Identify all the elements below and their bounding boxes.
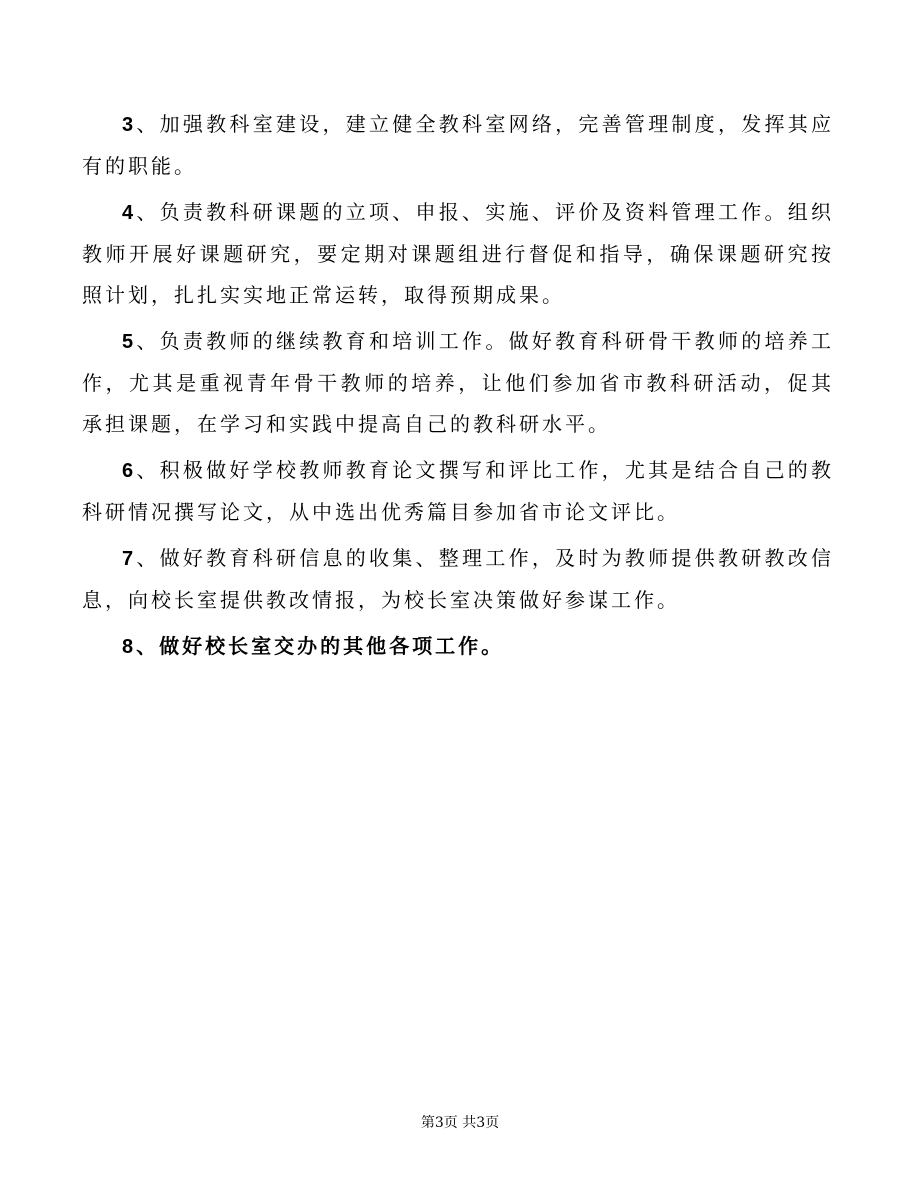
item-number: 6: [122, 460, 137, 482]
list-item-3: [82, 104, 834, 187]
item-text: 、负责教师的继续教育和培训工作。做好教育科研骨干教师的培养工作，尤其是重视青年骨干教师的培养，让他们参加省市教科研活动，促其承担课题，在学习和实践中提高自己的教科研水平。: [82, 329, 834, 436]
list-item-4: [82, 192, 834, 316]
list-item-7: [82, 538, 834, 621]
page-footer: 第3页 共3页: [420, 1115, 500, 1131]
item-number: 8: [122, 636, 137, 658]
list-item-8: [82, 626, 834, 668]
document-body: [82, 104, 834, 673]
item-number: 7: [122, 548, 137, 570]
item-text: 、做好教育科研信息的收集、整理工作，及时为教师提供教研教改信息，向校长室提供教改情报，为校长室决策做好参谋工作。: [82, 546, 834, 612]
item-text: 、负责教科研课题的立项、申报、实施、评价及资料管理工作。组织教师开展好课题研究，要定期对课题组进行督促和指导，确保课题研究按照计划，扎扎实实地正常运转，取得预期成果。: [82, 200, 834, 307]
item-text: 、做好校长室交办的其他各项工作。: [136, 634, 505, 658]
item-number: 3: [122, 114, 137, 136]
item-number: 4: [122, 202, 137, 224]
list-item-6: [82, 450, 834, 533]
item-text: 、加强教科室建设，建立健全教科室网络，完善管理制度，发挥其应有的职能。: [82, 112, 834, 178]
item-number: 5: [122, 331, 137, 353]
item-text: 、积极做好学校教师教育论文撰写和评比工作，尤其是结合自己的教科研情况撰写论文，从中选出优秀篇目参加省市论文评比。: [82, 458, 834, 524]
list-item-5: [82, 321, 834, 445]
